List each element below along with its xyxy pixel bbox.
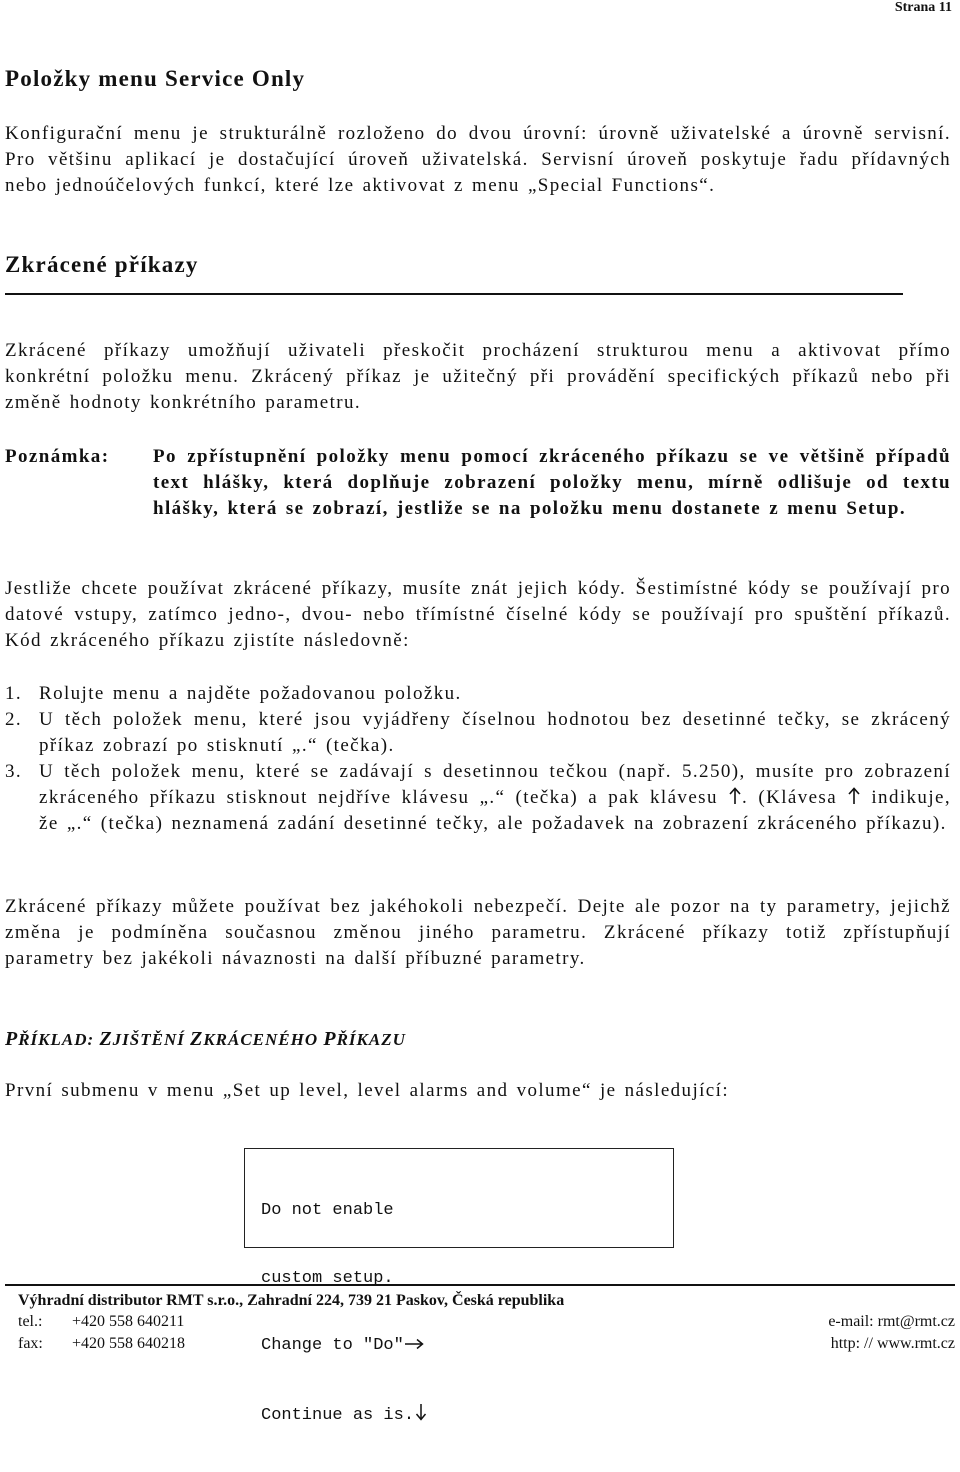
list-item <box>5 681 951 707</box>
page-number: Strana 11 <box>894 0 952 15</box>
list-item-number: 1. <box>5 683 23 704</box>
list-item <box>5 759 951 837</box>
list-item-text: U těch položek menu, které se zadávají s desetinnou tečkou (např. 5.250), musíte pro zobrazení zkráceného příkazu stisknout nejdříve klávesu „.“ (tečka) a pak klávesu <box>39 761 951 808</box>
up-arrow-icon <box>728 787 742 805</box>
footer-company: Výhradní distributor RMT s.r.o., Zahradní 224, 739 21 Paskov, Česká republika <box>18 1292 565 1309</box>
list-item-text: indikuje, že „.“ (tečka) neznamená zadání desetinné tečky, ale požadavek na zobrazení zkráceného příkazu). <box>39 787 951 834</box>
example-heading: PŘÍKLAD: ZJIŠTĚNÍ ZKRÁCENÉHO PŘÍKAZU <box>5 1028 406 1050</box>
footer-divider <box>5 1284 955 1286</box>
subsection-heading: Zkrácené příkazy <box>5 252 199 277</box>
footer-email: e-mail: rmt@rmt.cz <box>828 1313 955 1330</box>
shortcut-intro-paragraph: Zkrácené příkazy umožňují uživateli přeskočit procházení strukturou menu a aktivovat přímo konkrétní položku menu. Zkrácený příkaz je užitečný při provádění specifických příkazů nebo při změně hodnoty konkrétního parametru. <box>5 340 951 413</box>
footer-fax-label: fax: <box>18 1335 43 1352</box>
lcd-line: Continue as is. <box>261 1403 428 1428</box>
right-arrow-icon <box>404 1337 424 1351</box>
heading-underline <box>5 293 903 295</box>
codes-paragraph: Jestliže chcete používat zkrácené příkazy, musíte znát jejich kódy. Šestimístné kódy se používají pro datové vstupy, zatímco jedno-, dvou- nebo třímístné číselné kódy se používají pro spuštění příkazů. Kód zkráceného příkazu zjistíte následovně: <box>5 578 951 651</box>
lcd-line: Change to "Do" <box>261 1335 428 1358</box>
note-text: Po zpřístupnění položky menu pomocí zkráceného příkazu se ve většině případů text hlášky, která doplňuje zobrazení položky menu, mírně odlišuje od textu hlášky, která se zobrazí, jestliže se na položku menu dostanete z menu Setup. <box>153 446 951 519</box>
list-item <box>5 707 951 759</box>
up-arrow-icon <box>847 787 861 805</box>
footer-tel: +420 558 640211 <box>72 1313 185 1330</box>
lcd-line: custom setup. <box>261 1268 394 1288</box>
intro-paragraph: Konfigurační menu je strukturálně rozloženo do dvou úrovní: úrovně uživatelské a úrovně servisní. Pro většinu aplikací je dostačující úroveň uživatelská. Servisní úroveň poskytuje řadu přídavných nebo jednoúčelových funkcí, které lze aktivovat z menu „Special Functions“. <box>5 123 951 196</box>
list-item-number: 3. <box>5 761 23 782</box>
list-item-number: 2. <box>5 709 23 730</box>
lcd-line: Do not enable <box>261 1201 394 1220</box>
list-item-text: Rolujte menu a najděte požadovanou položku. <box>39 683 462 704</box>
footer-fax: +420 558 640218 <box>72 1335 186 1352</box>
safety-paragraph: Zkrácené příkazy můžete používat bez jakéhokoli nebezpečí. Dejte ale pozor na ty parametry, jejichž změna je podmíněna současnou změnou jiného parametru. Zkrácené příkazy totiž zpřístupňují parametry bez jakékoli návaznosti na další příbuzné parametry. <box>5 896 951 969</box>
note-label: Poznámka: <box>5 446 110 467</box>
footer-web: http: // www.rmt.cz <box>830 1335 955 1352</box>
footer-tel-label: tel.: <box>18 1313 43 1330</box>
section-heading: Položky menu Service Only <box>5 66 306 91</box>
list-item-text: . (Klávesa <box>742 787 848 808</box>
steps-list <box>5 681 951 837</box>
list-item-text: U těch položek menu, které jsou vyjádřeny číselnou hodnotou bez desetinné tečky, se zkrácený příkaz zobrazí po stisknutí „.“ (tečka). <box>39 709 951 756</box>
example-paragraph: První submenu v menu „Set up level, level alarms and volume“ je následující: <box>5 1080 730 1101</box>
down-arrow-icon <box>414 1403 428 1421</box>
